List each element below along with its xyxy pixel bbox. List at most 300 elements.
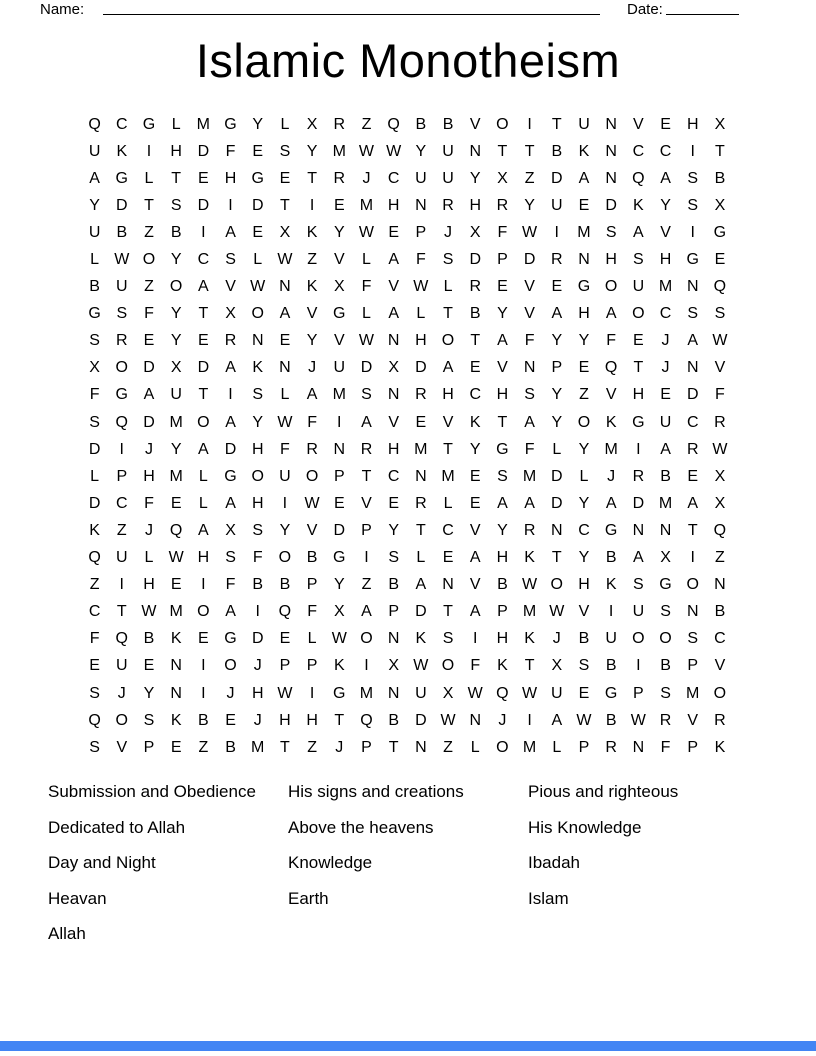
grid-letter: K bbox=[497, 657, 508, 675]
grid-letter: T bbox=[551, 115, 562, 133]
grid-letter: M bbox=[359, 684, 374, 702]
grid-letter: S bbox=[388, 549, 399, 567]
grid-letter: W bbox=[141, 603, 157, 621]
grid-letter: T bbox=[388, 738, 399, 756]
grid-letter: W bbox=[630, 711, 646, 729]
grid-letter: E bbox=[497, 278, 508, 296]
grid-letter: A bbox=[687, 494, 699, 512]
grid-letter: S bbox=[89, 684, 100, 702]
grid-letter: O bbox=[604, 278, 618, 296]
grid-letter: I bbox=[146, 142, 152, 160]
grid-letter: B bbox=[89, 278, 100, 296]
grid-letter: S bbox=[578, 657, 590, 675]
grid-letter: G bbox=[333, 684, 346, 702]
grid-letter: T bbox=[687, 521, 698, 539]
grid-letter: Y bbox=[252, 413, 264, 431]
grid-letter: W bbox=[277, 413, 293, 431]
grid-letter: Z bbox=[116, 521, 127, 539]
puzzle-title: Islamic Monotheism bbox=[195, 34, 621, 87]
grid-letter: V bbox=[524, 305, 535, 323]
grid-letter: Y bbox=[551, 386, 563, 404]
grid-letter: A bbox=[660, 440, 671, 458]
word-list-column bbox=[528, 781, 768, 959]
grid-letter: J bbox=[607, 467, 616, 485]
grid-letter: R bbox=[306, 440, 318, 458]
grid-letter: P bbox=[306, 657, 318, 675]
grid-letter: Q bbox=[88, 549, 101, 567]
grid-letter: S bbox=[279, 142, 291, 160]
grid-letter: E bbox=[198, 332, 209, 350]
grid-letter: B bbox=[714, 603, 726, 621]
grid-letter: J bbox=[362, 169, 371, 187]
grid-letter: X bbox=[497, 169, 508, 187]
grid-letter: N bbox=[632, 521, 645, 539]
grid-letter: L bbox=[171, 115, 181, 133]
grid-letter: Y bbox=[524, 196, 535, 214]
grid-letter: A bbox=[225, 494, 236, 512]
grid-letter: W bbox=[522, 576, 538, 594]
grid-letter: Y bbox=[388, 521, 399, 539]
grid-letter: A bbox=[551, 711, 563, 729]
grid-letter: D bbox=[88, 440, 101, 458]
grid-letter: G bbox=[333, 305, 346, 323]
grid-letter: C bbox=[686, 413, 699, 431]
grid-letter: N bbox=[686, 603, 699, 621]
grid-letter: Z bbox=[307, 738, 317, 756]
grid-letter: V bbox=[306, 521, 318, 539]
grid-letter: N bbox=[469, 142, 481, 160]
grid-letter: T bbox=[198, 386, 209, 404]
grid-letter: W bbox=[522, 684, 538, 702]
grid-letter: I bbox=[309, 684, 315, 702]
word-item: Islam bbox=[528, 888, 569, 908]
grid-letter: Z bbox=[198, 738, 209, 756]
grid-letter: J bbox=[498, 711, 507, 729]
grid-letter: U bbox=[605, 630, 617, 648]
grid-letter: T bbox=[551, 549, 562, 567]
grid-letter: B bbox=[551, 142, 563, 160]
grid-letter: G bbox=[713, 223, 727, 241]
grid-letter: D bbox=[251, 630, 264, 648]
grid-letter: B bbox=[415, 115, 427, 133]
grid-letter: W bbox=[712, 332, 728, 350]
grid-letter: Y bbox=[279, 521, 291, 539]
grid-letter: X bbox=[551, 657, 563, 675]
grid-letter: R bbox=[659, 711, 672, 729]
grid-letter: H bbox=[224, 169, 237, 187]
grid-letter: R bbox=[551, 251, 563, 269]
grid-letter: A bbox=[497, 494, 508, 512]
grid-letter: L bbox=[280, 115, 290, 133]
grid-letter: G bbox=[577, 278, 591, 296]
grid-letter: O bbox=[441, 657, 455, 675]
word-item: Ibadah bbox=[528, 853, 580, 873]
grid-letter: X bbox=[714, 494, 726, 512]
grid-letter: A bbox=[388, 305, 399, 323]
grid-letter: Y bbox=[333, 223, 345, 241]
grid-letter: W bbox=[358, 223, 375, 241]
grid-letter: E bbox=[660, 386, 671, 404]
grid-letter: Z bbox=[715, 549, 725, 567]
grid-letter: J bbox=[308, 359, 317, 377]
grid-letter: Z bbox=[144, 278, 154, 296]
grid-letter: D bbox=[360, 359, 373, 377]
grid-letter: V bbox=[469, 521, 481, 539]
grid-letter: V bbox=[714, 657, 726, 675]
grid-letter: I bbox=[337, 413, 342, 431]
grid-letter: K bbox=[170, 711, 182, 729]
grid-letter: T bbox=[443, 440, 453, 458]
grid-letter: Y bbox=[306, 332, 318, 350]
grid-letter: Y bbox=[497, 521, 508, 539]
grid-letter: A bbox=[633, 549, 644, 567]
grid-letter: Z bbox=[579, 386, 589, 404]
grid-letter: W bbox=[250, 278, 266, 296]
grid-letter: J bbox=[552, 630, 561, 648]
grid-letter: F bbox=[497, 223, 508, 241]
grid-letter: P bbox=[687, 738, 699, 756]
grid-letter: Y bbox=[497, 305, 508, 323]
grid-letter: O bbox=[550, 576, 563, 594]
grid-letter: W bbox=[168, 549, 184, 567]
word-item: Allah bbox=[48, 924, 86, 944]
grid-letter: F bbox=[524, 440, 535, 458]
grid-letter: N bbox=[415, 467, 427, 485]
grid-letter: I bbox=[527, 115, 532, 133]
grid-letter: E bbox=[333, 196, 345, 214]
date-label: Date: bbox=[627, 1, 663, 18]
grid-letter: O bbox=[496, 738, 509, 756]
grid-letter: H bbox=[387, 440, 400, 458]
grid-letter: L bbox=[416, 549, 426, 567]
grid-letter: S bbox=[633, 576, 644, 594]
grid-letter: D bbox=[551, 467, 563, 485]
grid-letter: R bbox=[714, 413, 726, 431]
grid-letter: D bbox=[523, 251, 536, 269]
grid-letter: L bbox=[552, 738, 562, 756]
grid-letter: F bbox=[225, 576, 236, 594]
word-list-column bbox=[288, 781, 528, 959]
grid-letter: F bbox=[89, 630, 100, 648]
word-item: Earth bbox=[288, 888, 329, 908]
grid-letter: H bbox=[387, 196, 400, 214]
grid-letter: O bbox=[251, 305, 264, 323]
word-item: Above the heavens bbox=[288, 817, 434, 837]
grid-letter: F bbox=[280, 440, 290, 458]
grid-letter: S bbox=[143, 711, 155, 729]
grid-letter: X bbox=[170, 359, 182, 377]
grid-letter: A bbox=[415, 576, 427, 594]
grid-letter: P bbox=[388, 603, 399, 621]
grid-letter: A bbox=[89, 169, 100, 187]
grid-letter: S bbox=[225, 549, 236, 567]
grid-letter: B bbox=[170, 223, 182, 241]
grid-letter: T bbox=[280, 738, 290, 756]
grid-letter: T bbox=[307, 169, 317, 187]
grid-letter: A bbox=[225, 413, 236, 431]
grid-letter: E bbox=[388, 494, 399, 512]
grid-letter: N bbox=[605, 169, 617, 187]
grid-letter: I bbox=[364, 549, 369, 567]
grid-letter: Y bbox=[578, 332, 590, 350]
grid-letter: T bbox=[198, 305, 209, 323]
grid-letter: W bbox=[304, 494, 320, 512]
grid-letter: E bbox=[469, 494, 481, 512]
grid-letter: M bbox=[522, 467, 537, 485]
grid-letter: S bbox=[442, 630, 454, 648]
grid-letter: E bbox=[252, 223, 264, 241]
grid-letter: U bbox=[170, 386, 182, 404]
grid-letter: D bbox=[116, 196, 128, 214]
grid-letter: S bbox=[660, 684, 671, 702]
grid-letter: K bbox=[252, 359, 264, 377]
grid-letter: H bbox=[197, 549, 210, 567]
grid-letter: T bbox=[361, 467, 372, 485]
grid-letter: N bbox=[387, 630, 400, 648]
grid-letter: E bbox=[633, 332, 644, 350]
grid-letter: A bbox=[524, 413, 535, 431]
grid-letter: F bbox=[606, 332, 617, 350]
grid-letter: N bbox=[251, 332, 264, 350]
grid-letter: I bbox=[228, 196, 233, 214]
grid-letter: T bbox=[443, 603, 453, 621]
grid-letter: R bbox=[333, 169, 346, 187]
grid-letter: N bbox=[387, 386, 400, 404]
grid-letter: M bbox=[522, 738, 537, 756]
grid-letter: J bbox=[335, 738, 344, 756]
grid-letter: U bbox=[659, 413, 672, 431]
grid-letter: A bbox=[388, 251, 399, 269]
grid-letter: G bbox=[115, 386, 128, 404]
grid-letter: L bbox=[280, 386, 290, 404]
grid-letter: W bbox=[522, 223, 538, 241]
grid-letter: M bbox=[577, 223, 591, 241]
grid-letter: Z bbox=[361, 115, 372, 133]
grid-letter: K bbox=[524, 549, 535, 567]
grid-letter: Y bbox=[578, 494, 590, 512]
grid-letter: G bbox=[224, 115, 237, 133]
grid-letter: K bbox=[633, 196, 644, 214]
grid-letter: N bbox=[387, 332, 400, 350]
grid-letter: T bbox=[280, 196, 290, 214]
grid-letter: B bbox=[605, 549, 617, 567]
grid-letter: S bbox=[497, 467, 508, 485]
grid-letter: A bbox=[306, 386, 318, 404]
grid-letter: S bbox=[633, 251, 644, 269]
grid-letter: N bbox=[605, 142, 617, 160]
grid-letter: B bbox=[225, 738, 236, 756]
grid-letter: Q bbox=[115, 413, 128, 431]
grid-letter: K bbox=[415, 630, 427, 648]
grid-letter: G bbox=[224, 467, 237, 485]
grid-letter: N bbox=[415, 738, 427, 756]
grid-letter: Y bbox=[578, 549, 590, 567]
grid-letter: J bbox=[144, 521, 153, 539]
grid-letter: O bbox=[251, 467, 264, 485]
grid-letter: V bbox=[633, 115, 644, 133]
grid-letter: D bbox=[469, 251, 481, 269]
grid-letter: I bbox=[690, 223, 695, 241]
grid-letter: K bbox=[89, 521, 100, 539]
grid-letter: E bbox=[551, 278, 563, 296]
grid-letter: P bbox=[551, 359, 563, 377]
grid-letter: P bbox=[306, 576, 318, 594]
grid-letter: E bbox=[714, 251, 726, 269]
grid-letter: E bbox=[170, 576, 182, 594]
word-item: Dedicated to Allah bbox=[48, 817, 186, 837]
grid-letter: K bbox=[605, 576, 617, 594]
grid-letter: E bbox=[143, 657, 155, 675]
grid-letter: C bbox=[714, 630, 726, 648]
grid-letter: H bbox=[415, 332, 427, 350]
grid-letter: V bbox=[605, 386, 617, 404]
grid-letter: S bbox=[524, 386, 535, 404]
grid-letter: V bbox=[333, 332, 345, 350]
grid-letter: R bbox=[714, 711, 726, 729]
grid-letter: A bbox=[143, 386, 155, 404]
grid-letter: I bbox=[119, 440, 124, 458]
grid-letter: B bbox=[279, 576, 291, 594]
grid-letter: W bbox=[277, 251, 293, 269]
grid-letter: B bbox=[605, 711, 617, 729]
grid-letter: K bbox=[306, 223, 318, 241]
grid-letter: A bbox=[687, 332, 699, 350]
grid-letter: Z bbox=[443, 738, 453, 756]
grid-letter: K bbox=[116, 142, 128, 160]
grid-letter: L bbox=[144, 549, 154, 567]
grid-letter: N bbox=[605, 115, 617, 133]
grid-letter: O bbox=[197, 603, 210, 621]
grid-letter: F bbox=[307, 603, 317, 621]
grid-letter: C bbox=[387, 169, 400, 187]
grid-letter: C bbox=[469, 386, 481, 404]
name-label: Name: bbox=[40, 1, 85, 18]
grid-letter: E bbox=[687, 467, 699, 485]
grid-letter: R bbox=[686, 440, 699, 458]
grid-letter: F bbox=[307, 413, 317, 431]
grid-letter: D bbox=[143, 413, 155, 431]
grid-letter: E bbox=[415, 413, 427, 431]
grid-letter: V bbox=[333, 251, 345, 269]
word-item: Heavan bbox=[48, 888, 107, 908]
grid-letter: S bbox=[605, 223, 617, 241]
grid-letter: E bbox=[198, 169, 209, 187]
grid-letter: G bbox=[142, 115, 156, 133]
grid-letter: T bbox=[415, 521, 426, 539]
grid-letter: B bbox=[388, 576, 399, 594]
grid-letter: E bbox=[333, 494, 345, 512]
grid-letter: F bbox=[524, 332, 535, 350]
grid-letter: X bbox=[333, 278, 345, 296]
grid-letter: H bbox=[279, 711, 291, 729]
grid-letter: W bbox=[576, 711, 592, 729]
grid-letter: H bbox=[143, 576, 155, 594]
grid-letter: N bbox=[578, 251, 590, 269]
grid-letter: Q bbox=[278, 603, 292, 621]
grid-letter: K bbox=[578, 142, 590, 160]
grid-letter: E bbox=[469, 467, 481, 485]
grid-letter: H bbox=[251, 440, 264, 458]
date-blank-line bbox=[666, 0, 739, 15]
grid-letter: R bbox=[415, 386, 427, 404]
grid-letter: H bbox=[143, 467, 155, 485]
grid-letter: M bbox=[658, 494, 673, 512]
grid-letter: M bbox=[686, 684, 700, 702]
grid-letter: G bbox=[333, 549, 346, 567]
grid-letter: C bbox=[387, 467, 400, 485]
grid-letter: C bbox=[88, 603, 101, 621]
grid-letter: A bbox=[660, 169, 671, 187]
grid-letter: A bbox=[469, 549, 481, 567]
grid-letter: K bbox=[170, 630, 182, 648]
grid-letter: O bbox=[115, 711, 128, 729]
grid-letter: H bbox=[496, 549, 509, 567]
grid-letter: N bbox=[686, 359, 699, 377]
grid-letter: J bbox=[661, 332, 670, 350]
grid-letter: I bbox=[201, 576, 206, 594]
grid-letter: N bbox=[170, 657, 182, 675]
grid-letter: A bbox=[633, 223, 644, 241]
grid-letter: U bbox=[88, 223, 101, 241]
grid-letter: F bbox=[89, 386, 100, 404]
grid-letter: D bbox=[415, 603, 427, 621]
grid-letter: B bbox=[578, 630, 590, 648]
grid-letter: Q bbox=[496, 684, 509, 702]
grid-letter: E bbox=[252, 142, 264, 160]
grid-letter: P bbox=[143, 738, 155, 756]
grid-letter: T bbox=[497, 142, 508, 160]
grid-letter: F bbox=[470, 657, 481, 675]
grid-letter: L bbox=[552, 440, 562, 458]
grid-letter: E bbox=[578, 196, 590, 214]
grid-letter: W bbox=[413, 278, 429, 296]
grid-letter: X bbox=[388, 359, 399, 377]
grid-letter: G bbox=[224, 630, 237, 648]
grid-letter: P bbox=[415, 223, 427, 241]
grid-letter: S bbox=[89, 332, 100, 350]
grid-letter: U bbox=[442, 169, 454, 187]
grid-letter: Z bbox=[144, 223, 154, 241]
grid-letter: H bbox=[578, 576, 590, 594]
grid-letter: L bbox=[470, 738, 480, 756]
grid-letter: V bbox=[225, 278, 236, 296]
grid-letter: I bbox=[636, 440, 641, 458]
grid-letter: P bbox=[687, 657, 699, 675]
grid-letter: I bbox=[228, 386, 233, 404]
grid-letter: W bbox=[358, 332, 375, 350]
grid-letter: P bbox=[361, 738, 372, 756]
grid-letter: L bbox=[443, 278, 453, 296]
grid-letter: P bbox=[116, 467, 128, 485]
grid-letter: Q bbox=[632, 169, 645, 187]
grid-letter: H bbox=[442, 386, 454, 404]
grid-letter: Y bbox=[333, 576, 345, 594]
grid-letter: Y bbox=[252, 115, 264, 133]
grid-letter: T bbox=[334, 711, 345, 729]
grid-letter: A bbox=[605, 305, 617, 323]
grid-letter: Z bbox=[89, 576, 100, 594]
grid-letter: I bbox=[364, 657, 369, 675]
grid-letter: R bbox=[116, 332, 128, 350]
grid-letter: R bbox=[496, 196, 509, 214]
grid-letter: U bbox=[116, 657, 128, 675]
grid-letter: C bbox=[659, 142, 672, 160]
grid-letter: G bbox=[632, 413, 645, 431]
grid-letter: A bbox=[442, 359, 454, 377]
grid-letter: N bbox=[551, 521, 563, 539]
grid-letter: B bbox=[660, 657, 671, 675]
grid-letter: A bbox=[361, 413, 372, 431]
